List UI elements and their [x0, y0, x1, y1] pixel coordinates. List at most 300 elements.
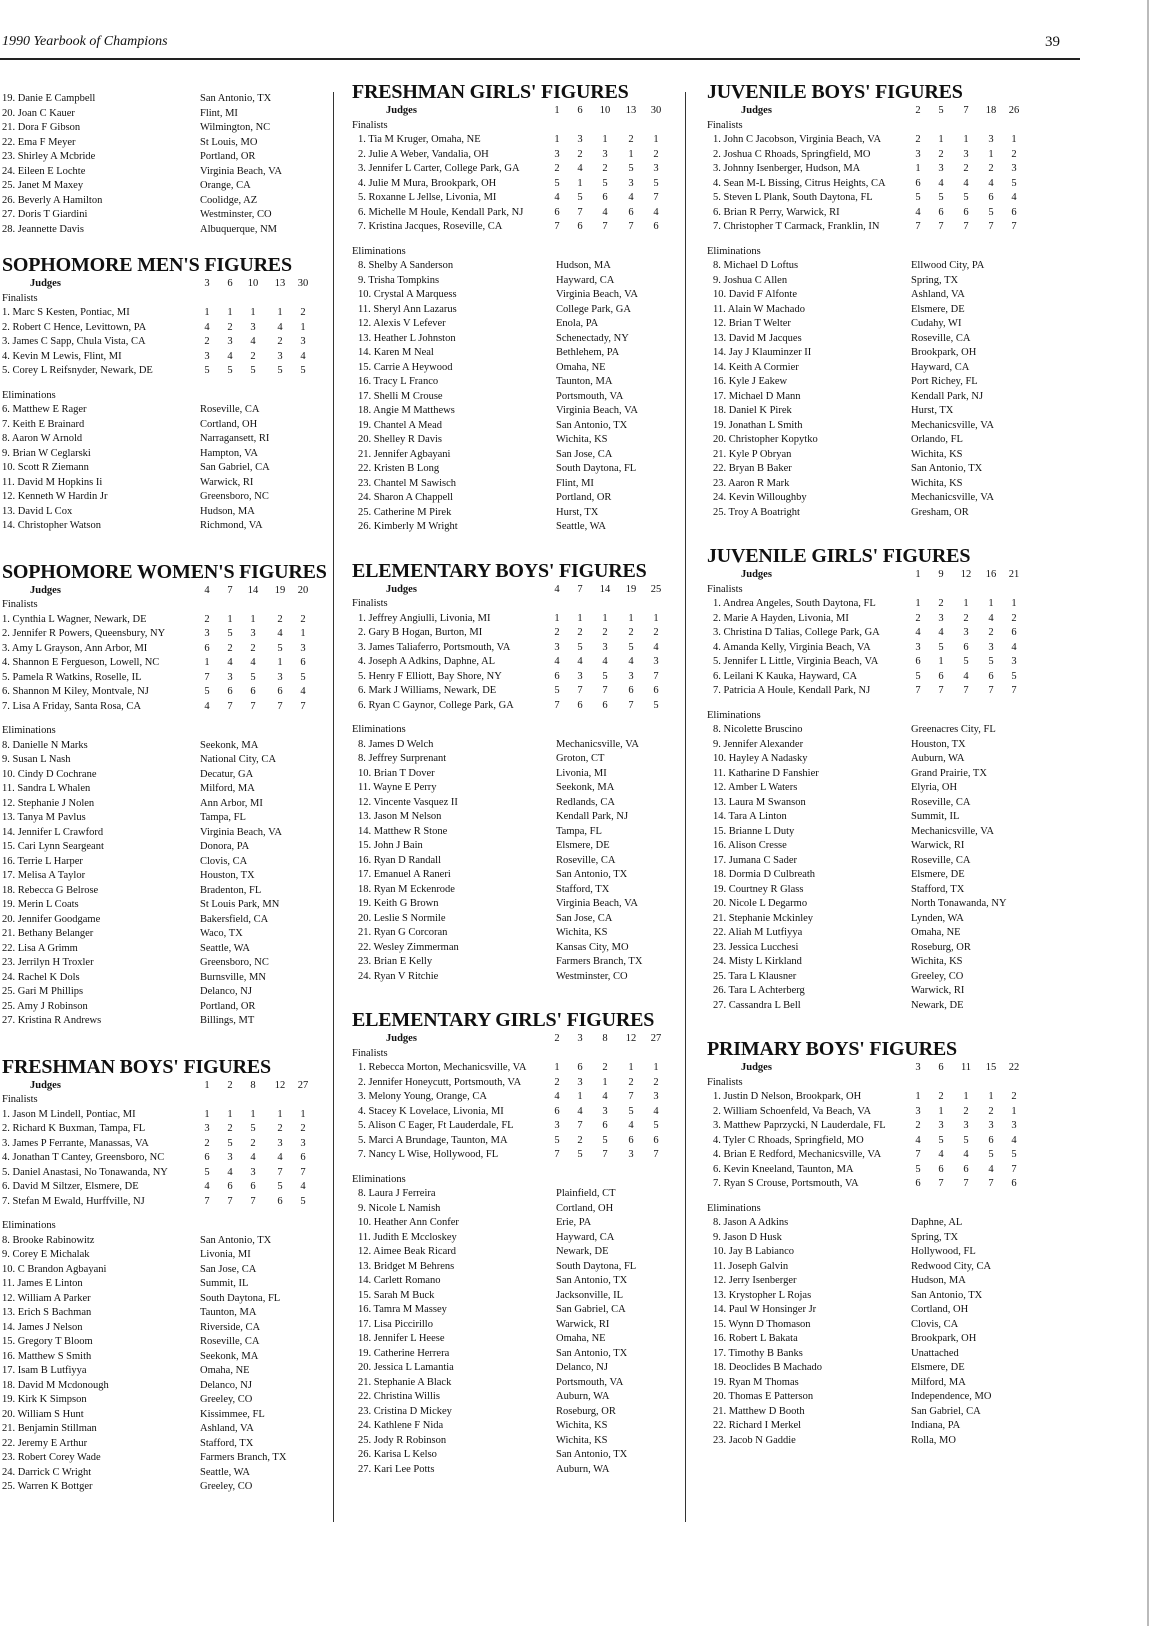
elimination-row	[2, 913, 322, 928]
entrant-name: 22. Wesley Zimmerman	[358, 941, 459, 953]
column-divider-2	[685, 92, 686, 1522]
judge-placement: 4	[602, 206, 608, 218]
judge-placement: 6	[653, 1134, 659, 1146]
elimination-row	[2, 985, 322, 1000]
finalist-row	[352, 641, 674, 656]
finalist-name: 2. Joshua C Rhoads, Springfield, MO	[713, 148, 871, 160]
finalist-name: 5. Alison C Eager, Ft Lauderdale, FL	[358, 1120, 514, 1131]
finalists-label	[352, 1047, 674, 1062]
judge-placement: 5	[938, 641, 944, 653]
entrant-hometown: Delanco, NJ	[200, 1379, 252, 1391]
elimination-row	[352, 1216, 674, 1231]
finalist-name: 4. Shannon E Fergueson, Lowell, NC	[2, 657, 160, 668]
entrant-name: 8. Laura J Ferreira	[358, 1188, 436, 1199]
judge-placement: 5	[577, 1149, 583, 1160]
finalist-row	[707, 684, 1029, 699]
entrant-hometown: Wichita, KS	[911, 448, 963, 460]
judge-placement: 5	[554, 1134, 560, 1146]
judge-placement: 4	[653, 641, 659, 653]
entrant-name: 14. Jay J Klauminzer II	[713, 347, 812, 358]
elimination-row	[707, 1303, 1029, 1318]
entrant-hometown: Independence, MO	[911, 1391, 992, 1402]
section-title: FRESHMAN BOYS' FIGURES	[2, 1055, 271, 1078]
entrant-hometown: Bethlehem, PA	[556, 347, 620, 358]
entrant-name: 16. Tracy L Franco	[358, 376, 439, 387]
judge-placement: 6	[963, 206, 969, 218]
entrant-hometown: Coolidge, AZ	[200, 194, 258, 206]
entrant-hometown: Westminster, CO	[200, 209, 272, 220]
elimination-row	[707, 752, 1029, 767]
judge-placement: 6	[1011, 1178, 1017, 1189]
finalist-name: 2. Richard K Buxman, Tampa, FL	[2, 1123, 146, 1134]
judge-placement: 5	[602, 177, 608, 189]
entrant-hometown: Wichita, KS	[556, 434, 608, 445]
entrant-hometown: Erie, PA	[556, 1217, 592, 1228]
finalists-label	[707, 583, 1029, 598]
judge-placement: 5	[988, 1149, 994, 1160]
entrant-hometown: Elsmere, DE	[556, 840, 610, 851]
entrant-name: 18. Dormia D Culbreath	[713, 869, 816, 880]
judge-placement: 3	[577, 134, 583, 145]
judge-placement: 7	[653, 670, 659, 682]
entrant-name: 22. Kristen B Long	[358, 463, 440, 474]
entrant-name: 17. Lisa Piccirillo	[358, 1318, 433, 1330]
judge-number: 6	[227, 278, 233, 289]
judge-placement: 6	[554, 670, 560, 682]
elimination-row	[2, 505, 322, 520]
judge-placement: 4	[300, 1181, 306, 1192]
entrant-hometown: Livonia, MI	[556, 767, 607, 779]
judge-number: 14	[247, 584, 259, 596]
entrant-hometown: San Antonio, TX	[556, 1347, 628, 1359]
judge-placement: 2	[227, 642, 233, 654]
judge-number: 1	[554, 105, 560, 116]
entrant-hometown: Enola, PA	[556, 318, 599, 329]
judge-number: 6	[577, 105, 583, 116]
finalist-row	[2, 656, 322, 671]
finalist-name: 1. Marc S Kesten, Pontiac, MI	[2, 307, 130, 318]
elimination-row	[352, 1434, 674, 1449]
judge-placement: 6	[915, 656, 921, 667]
judge-placement: 7	[963, 1178, 969, 1189]
entrant-name: 21. Stephanie A Black	[358, 1376, 452, 1388]
elimination-row	[352, 1347, 674, 1362]
elimination-row	[707, 1289, 1029, 1304]
finalist-row	[707, 1163, 1029, 1178]
judges-row	[352, 104, 674, 119]
judge-placement: 2	[653, 148, 659, 160]
judges-label: Judges	[741, 105, 772, 116]
elimination-row	[352, 839, 674, 854]
elimination-row	[707, 723, 1029, 738]
elimination-row	[707, 1332, 1029, 1347]
entrant-name: 21. Stephanie Mckinley	[713, 912, 814, 924]
entrant-name: 16. Terrie L Harper	[2, 855, 83, 867]
judge-number: 8	[602, 1033, 608, 1044]
judge-placement: 3	[963, 627, 969, 638]
entrant-hometown: Taunton, MA	[556, 376, 613, 387]
entrant-hometown: College Park, GA	[556, 303, 631, 315]
entrant-name: 19. Keith G Brown	[358, 898, 439, 909]
elimination-row	[2, 927, 322, 942]
elimination-row	[707, 404, 1029, 419]
entrant-hometown: Summit, IL	[911, 811, 960, 822]
judge-placement: 1	[1011, 1105, 1017, 1117]
judge-placement: 5	[602, 670, 608, 682]
entrant-hometown: Portsmouth, VA	[556, 1376, 624, 1388]
finalists-label	[2, 598, 322, 613]
judges-label: Judges	[741, 569, 772, 580]
judge-placement: 3	[938, 1120, 944, 1131]
entrant-hometown: Roseburg, OR	[556, 1405, 616, 1417]
results-section	[352, 80, 674, 535]
judge-placement: 2	[915, 612, 921, 624]
entrant-name: 14. Christopher Watson	[2, 520, 101, 531]
judge-number: 30	[297, 278, 309, 289]
elimination-row	[707, 390, 1029, 405]
finalist-name: 3. Johnny Isenberger, Hudson, MA	[713, 163, 861, 174]
entrant-name: 10. Hayley A Nadasky	[713, 753, 808, 764]
entrant-hometown: Greeley, CO	[911, 970, 964, 982]
judge-placement: 2	[628, 627, 634, 638]
entrant-name: 14. Paul W Honsinger Jr	[713, 1304, 817, 1315]
elimination-row	[352, 970, 674, 985]
elimination-row	[2, 418, 322, 433]
entrant-name: 23. Brian E Kelly	[358, 956, 433, 967]
elimination-row	[352, 520, 674, 535]
finalist-name: 4. Amanda Kelly, Virginia Beach, VA	[713, 641, 871, 653]
elimination-row	[2, 1350, 322, 1365]
entrant-hometown: Omaha, NE	[556, 1333, 606, 1344]
judge-placement: 2	[653, 1076, 659, 1088]
elimination-row	[2, 942, 322, 957]
elimination-row	[707, 361, 1029, 376]
entrant-name: 9. Joshua C Allen	[713, 274, 788, 286]
finalist-name: 5. Corey L Reifsnyder, Newark, DE	[2, 365, 153, 376]
judge-placement: 3	[250, 1166, 256, 1178]
entrant-name: 17. Isam B Lutfiyya	[2, 1365, 87, 1376]
entrant-name: 17. Michael D Mann	[713, 390, 801, 402]
finalist-row	[2, 1151, 322, 1166]
judge-placement: 3	[300, 336, 306, 347]
judge-placement: 2	[915, 134, 921, 145]
judge-placement: 6	[277, 686, 283, 697]
judge-placement: 5	[277, 365, 283, 376]
elimination-row	[352, 375, 674, 390]
judge-placement: 1	[938, 656, 944, 667]
section-title: JUVENILE GIRLS' FIGURES	[707, 545, 971, 567]
elimination-row	[2, 811, 322, 826]
judge-number: 19	[274, 584, 286, 596]
section-title: PRIMARY BOYS' FIGURES	[707, 1038, 957, 1060]
elimination-row	[352, 433, 674, 448]
judge-number: 4	[204, 584, 210, 596]
finalist-name: 4. Brian E Redford, Mechanicsville, VA	[713, 1149, 882, 1160]
entrant-name: 12. Kenneth W Hardin Jr	[2, 491, 108, 502]
entrant-hometown: San Antonio, TX	[556, 1449, 628, 1460]
judge-placement: 5	[204, 686, 210, 697]
entrant-name: 15. Gregory T Bloom	[2, 1336, 93, 1347]
entrant-hometown: Wichita, KS	[911, 477, 963, 489]
entrant-hometown: San Antonio, TX	[911, 463, 983, 474]
entrant-hometown: Hurst, TX	[911, 405, 954, 416]
judge-placement: 7	[300, 700, 306, 712]
finalist-row	[352, 699, 674, 714]
judge-placement: 6	[577, 1062, 583, 1073]
judge-placement: 1	[1011, 598, 1017, 609]
entrant-name: 19. Kirk K Simpson	[2, 1394, 87, 1405]
results-section	[2, 1055, 322, 1495]
elimination-row	[2, 956, 322, 971]
eliminations-label-text: Eliminations	[707, 709, 761, 721]
entrant-name: 23. Robert Corey Wade	[2, 1452, 101, 1463]
entrant-hometown: Delanco, NJ	[556, 1362, 608, 1373]
elimination-row	[2, 403, 322, 418]
entrant-hometown: San Antonio, TX	[556, 419, 628, 431]
entrant-name: 27. Cassandra L Bell	[713, 999, 801, 1011]
entrant-hometown: Orange, CA	[200, 180, 251, 191]
entrant-name: 18. Angie M Matthews	[358, 405, 455, 416]
finalist-row	[352, 220, 674, 235]
entrant-hometown: Westminster, CO	[556, 970, 628, 982]
entrant-name: 26. Karisa L Kelso	[358, 1449, 437, 1460]
elimination-row	[352, 941, 674, 956]
finalist-name: 4. Tyler C Rhoads, Springfield, MO	[713, 1134, 864, 1146]
finalist-row	[352, 1076, 674, 1091]
judge-placement: 6	[577, 221, 583, 232]
elimination-row	[707, 1318, 1029, 1333]
running-title: 1990 Yearbook of Champions	[2, 34, 168, 49]
judge-placement: 3	[204, 350, 210, 362]
entrant-hometown: Stafford, TX	[911, 883, 965, 895]
judge-placement: 4	[227, 350, 233, 362]
judge-placement: 3	[938, 612, 944, 624]
entrant-hometown: Summit, IL	[200, 1278, 249, 1289]
elimination-row	[707, 375, 1029, 390]
judge-placement: 7	[653, 192, 659, 203]
entrant-hometown: Auburn, WA	[556, 1463, 610, 1475]
entrant-name: 13. Krystopher L Rojas	[713, 1289, 812, 1301]
entrant-name: 21. Matthew D Booth	[713, 1405, 805, 1417]
judge-placement: 6	[963, 1163, 969, 1175]
elimination-row	[352, 1289, 674, 1304]
results-section	[2, 253, 322, 534]
elimination-row	[352, 810, 674, 825]
judges-label: Judges	[30, 584, 61, 596]
judge-placement: 3	[938, 163, 944, 174]
entrant-hometown: Hudson, MA	[556, 260, 611, 271]
judge-placement: 4	[988, 612, 994, 624]
finalists-label-text: Finalists	[2, 599, 38, 610]
finalist-row	[707, 670, 1029, 685]
judge-number: 27	[650, 1033, 662, 1044]
entrant-hometown: Wichita, KS	[911, 956, 963, 967]
eliminations-label	[352, 245, 674, 260]
entrant-hometown: Jacksonville, IL	[556, 1289, 624, 1301]
judge-placement: 6	[988, 1134, 994, 1146]
judge-placement: 1	[277, 307, 283, 318]
elimination-row	[2, 1263, 322, 1278]
entrant-hometown: Redlands, CA	[556, 796, 615, 808]
entrant-hometown: Clovis, CA	[200, 855, 248, 867]
finalist-row	[2, 350, 322, 365]
judge-number: 10	[599, 105, 611, 116]
entrant-name: 20. Jennifer Goodgame	[2, 913, 101, 925]
judge-number: 14	[599, 583, 611, 595]
elimination-row	[2, 826, 322, 841]
entrant-name: 27. Kristina R Andrews	[2, 1015, 102, 1026]
entrant-name: 15. Wynn D Thomason	[713, 1318, 811, 1330]
entrant-hometown: Bakersfield, CA	[200, 913, 269, 925]
entrant-hometown: Farmers Branch, TX	[556, 956, 643, 967]
elimination-row	[707, 1245, 1029, 1260]
elimination-row	[707, 303, 1029, 318]
entrant-hometown: Roseville, CA	[911, 332, 971, 344]
entrant-hometown: Roseville, CA	[200, 1336, 260, 1347]
finalists-label	[707, 119, 1029, 134]
judge-placement: 6	[602, 1120, 608, 1131]
judge-number: 1	[204, 1079, 210, 1091]
finalist-name: 4. Sean M-L Bissing, Citrus Heights, CA	[713, 177, 886, 189]
judge-placement: 3	[227, 671, 233, 683]
judge-placement: 5	[988, 656, 994, 667]
entrant-hometown: Milford, MA	[911, 1376, 966, 1388]
elimination-row	[707, 970, 1029, 985]
entrant-hometown: Virginia Beach, VA	[556, 898, 638, 909]
entrant-hometown: Burnsville, MN	[200, 971, 266, 983]
entrant-hometown: Farmers Branch, TX	[200, 1452, 287, 1463]
judge-placement: 5	[227, 1137, 233, 1149]
entrant-name: 9. Trisha Tompkins	[358, 274, 440, 286]
entrant-name: 10. Brian T Dover	[358, 767, 435, 779]
entrant-hometown: Grand Prairie, TX	[911, 767, 987, 779]
elimination-row	[707, 868, 1029, 883]
judge-placement: 6	[227, 1181, 233, 1192]
judge-placement: 7	[915, 1149, 921, 1160]
elimination-row	[352, 1202, 674, 1217]
judge-placement: 3	[1011, 163, 1017, 174]
judge-placement: 7	[602, 685, 608, 696]
entrant-name: 10. David F Alfonte	[713, 289, 797, 300]
entrant-name: 15. Cari Lynn Seargeant	[2, 841, 104, 852]
finalists-label-text: Finalists	[352, 598, 388, 609]
entrant-name: 21. Benjamin Stillman	[2, 1423, 97, 1434]
entrant-hometown: San Jose, CA	[556, 448, 613, 460]
judge-placement: 2	[963, 1105, 969, 1117]
entrant-hometown: Albuquerque, NM	[200, 223, 277, 235]
entrant-name: 23. Jerrilyn H Troxler	[2, 957, 94, 968]
finalist-name: 2. Jennifer R Powers, Queensbury, NY	[2, 628, 166, 639]
entrant-hometown: Narragansett, RI	[200, 433, 270, 444]
entrant-name: 8. Brooke Rabinowitz	[2, 1234, 95, 1246]
elimination-row	[2, 1335, 322, 1350]
judge-placement: 4	[227, 1166, 233, 1178]
entrant-hometown: Gresham, OR	[911, 506, 969, 518]
entrant-hometown: Auburn, WA	[556, 1391, 610, 1402]
judge-placement: 5	[628, 163, 634, 174]
judge-placement: 7	[938, 221, 944, 232]
finalist-row	[2, 1180, 322, 1195]
entrant-hometown: Clovis, CA	[911, 1318, 959, 1330]
entrant-hometown: Mechanicsville, VA	[911, 419, 995, 431]
entrant-name: 12. William A Parker	[2, 1292, 91, 1304]
elimination-row	[352, 926, 674, 941]
entrant-name: 20. Shelley R Davis	[358, 434, 442, 445]
finalist-name: 3. James P Ferrante, Manassas, VA	[2, 1137, 149, 1149]
judge-placement: 2	[204, 1137, 210, 1149]
judge-placement: 1	[554, 612, 560, 624]
entrant-hometown: Kendall Park, NJ	[911, 390, 984, 402]
entrant-name: 12. Amber L Waters	[713, 782, 798, 793]
elimination-row	[2, 753, 322, 768]
finalist-name: 5. Henry F Elliott, Bay Shore, NY	[358, 670, 502, 682]
entrant-name: 8. Shelby A Sanderson	[358, 260, 454, 271]
entrant-name: 18. David M Mcdonough	[2, 1379, 109, 1391]
entrant-hometown: Indiana, PA	[911, 1420, 961, 1431]
entrant-hometown: National City, CA	[200, 754, 277, 765]
entrant-name: 20. Jessica L Lamantia	[358, 1362, 454, 1373]
elimination-row	[352, 796, 674, 811]
entrant-hometown: Warwick, RI	[911, 840, 965, 851]
elimination-row	[352, 361, 674, 376]
elimination-row	[707, 1376, 1029, 1391]
judges-label: Judges	[30, 278, 61, 289]
judge-number: 11	[960, 1062, 972, 1073]
finalist-row	[352, 1148, 674, 1163]
entrant-name: 14. Jennifer L Crawford	[2, 826, 104, 838]
entrant-name: 11. Sandra L Whalen	[2, 783, 91, 794]
elimination-row	[707, 433, 1029, 448]
entrant-name: 14. Keith A Cormier	[713, 361, 799, 373]
entrant-hometown: Stafford, TX	[200, 1437, 254, 1449]
elimination-row	[2, 1408, 322, 1423]
elimination-row	[352, 912, 674, 927]
judge-placement: 7	[227, 1195, 233, 1207]
judge-placement: 1	[963, 1091, 969, 1102]
entrant-hometown: South Daytona, FL	[200, 1292, 281, 1304]
finalist-row	[352, 177, 674, 192]
elimination-row	[707, 1390, 1029, 1405]
elimination-row	[707, 288, 1029, 303]
judge-placement: 6	[653, 685, 659, 696]
list-item	[2, 107, 322, 122]
elimination-row	[352, 303, 674, 318]
judge-placement: 7	[300, 1166, 306, 1178]
finalist-row	[707, 133, 1029, 148]
results-section	[352, 1008, 674, 1477]
entrant-name: 20. Joan C Kauer	[2, 107, 75, 119]
entrant-name: 6. Matthew E Rager	[2, 404, 87, 415]
eliminations-label-text: Eliminations	[352, 245, 406, 257]
finalist-name: 5. Marci A Brundage, Taunton, MA	[358, 1134, 508, 1146]
judge-number: 22	[1008, 1062, 1020, 1073]
judges-row	[2, 584, 322, 599]
judge-placement: 5	[204, 365, 210, 376]
judge-placement: 2	[915, 1120, 921, 1131]
finalist-name: 4. Stacey K Lovelace, Livonia, MI	[358, 1105, 504, 1117]
finalist-name: 2. Robert C Hence, Levittown, PA	[2, 321, 147, 333]
finalist-name: 6. Kevin Kneeland, Taunton, MA	[713, 1163, 854, 1175]
finalist-name: 1. Rebecca Morton, Mechanicsville, VA	[358, 1062, 527, 1073]
entrant-name: 8. Aaron W Arnold	[2, 433, 83, 444]
entrant-hometown: Brookpark, OH	[911, 347, 977, 358]
finalist-row	[352, 148, 674, 163]
judge-placement: 4	[577, 656, 583, 667]
results-section	[352, 559, 674, 985]
entrant-hometown: Cortland, OH	[911, 1304, 969, 1315]
finalist-name: 3. Melony Young, Orange, CA	[358, 1091, 487, 1102]
entrant-hometown: San Antonio, TX	[556, 869, 628, 880]
